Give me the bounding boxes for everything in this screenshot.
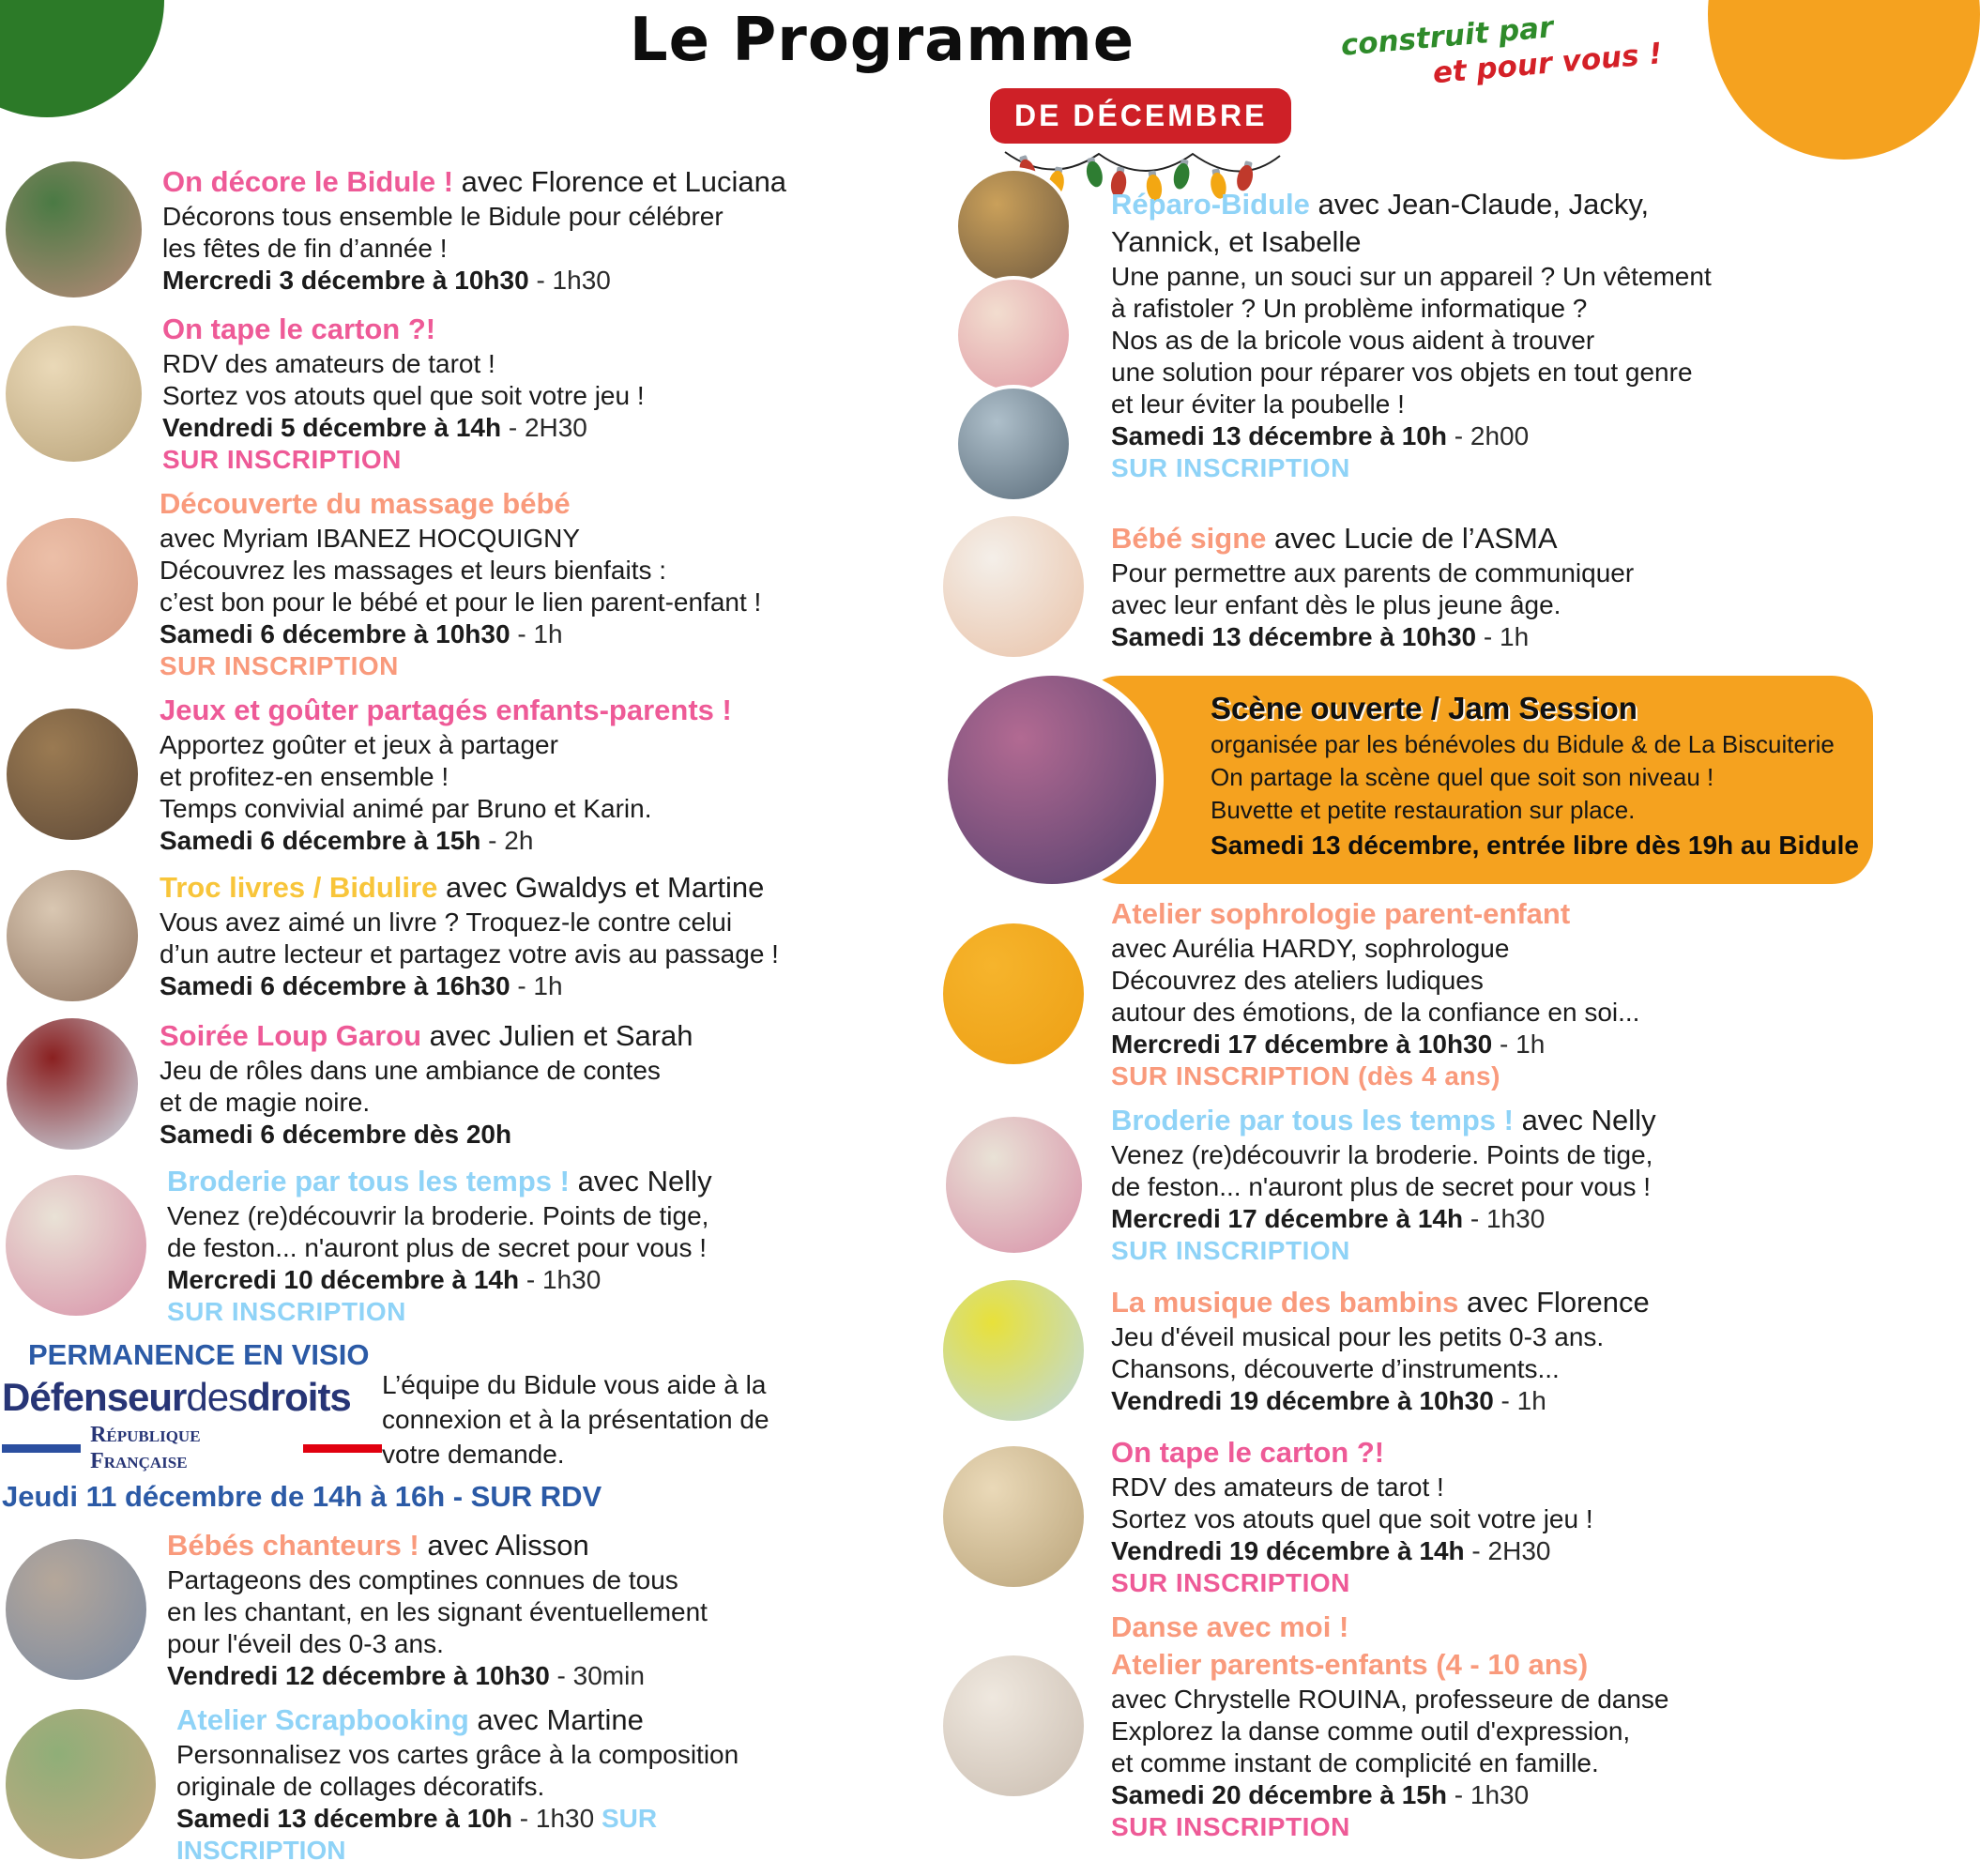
mother-child-dance-photo: [939, 1652, 1088, 1800]
event-duration: - 1h30: [528, 265, 611, 295]
jam-session-line: Buvette et petite restauration sur place.: [1211, 796, 1636, 824]
event-item: [2, 311, 831, 476]
event-inscription: SUR INSCRIPTION: [1111, 1568, 1350, 1597]
event-text: [160, 869, 831, 1002]
event-date: [176, 1803, 831, 1867]
event-date-bold: Samedi 6 décembre à 10h30: [160, 619, 510, 648]
event-duration: - 1h: [1493, 1386, 1546, 1415]
event-text: [1111, 1284, 1877, 1417]
parent-children-singing-photo: [2, 1535, 150, 1684]
month-badge: DE DÉCEMBRE: [990, 88, 1291, 144]
event-inscription: SUR INSCRIPTION: [1111, 1236, 1350, 1265]
event-inscription: SUR INSCRIPTION: [160, 651, 399, 680]
event-item: [938, 1276, 1877, 1425]
event-title: On tape le carton ?!: [1111, 1436, 1385, 1469]
logo-blue-bar: [2, 1444, 81, 1453]
event-item: [938, 895, 1877, 1092]
tarot-cards-photo: [939, 1442, 1088, 1591]
event-duration: - 1h30: [511, 1804, 602, 1833]
event-date: [1111, 621, 1877, 653]
event-description: Jeu d'éveil musical pour les petits 0-3 ans. Chansons, découverte d’instruments...: [1111, 1322, 1605, 1383]
permanence-line: votre demande.: [382, 1440, 565, 1469]
defenseur-des-droits-logo: [2, 1337, 382, 1474]
werewolf-card-photo: [3, 1014, 142, 1153]
event-photos: [2, 1014, 143, 1153]
left-column: [2, 158, 831, 1876]
event-title: Réparo-Bidule avec Jean-Claude, Jacky, Yannick, et Isabelle: [1111, 188, 1650, 258]
event-duration: - 1h: [510, 971, 563, 1000]
event-text: [167, 1163, 831, 1328]
event-date: [1111, 1385, 1877, 1417]
corner-circle-orange: [1708, 0, 1980, 160]
event-description: Venez (re)découvrir la broderie. Points de tige, de feston... n'auront plus de secret pour vous !: [1111, 1140, 1653, 1201]
event-title: Danse avec moi ! Atelier parents-enfants (4 - 10 ans): [1111, 1610, 1589, 1681]
event-date-bold: Mercredi 10 décembre à 14h: [167, 1265, 520, 1294]
jam-session-text: [1211, 689, 1867, 864]
event-text: [160, 485, 831, 682]
event-title: Broderie par tous les temps ! avec Nelly: [167, 1165, 712, 1197]
event-inscription: SUR INSCRIPTION: [162, 445, 402, 474]
event-photos: [2, 1705, 160, 1863]
event-text: [1111, 895, 1877, 1092]
event-duration: - 2H30: [1464, 1536, 1551, 1565]
event-title: Troc livres / Bidulire avec Gwaldys et Martine: [160, 871, 765, 904]
event-title: La musique des bambins avec Florence: [1111, 1286, 1650, 1319]
right-events-top: [938, 167, 1877, 661]
jam-session-date: Samedi 13 décembre, entrée libre dès 19h au Bidule: [1211, 831, 1859, 860]
event-item: [2, 485, 831, 682]
event-text: [1111, 1434, 1877, 1599]
page-title: Le Programme: [629, 6, 1135, 75]
event-photos: [2, 1171, 150, 1319]
event-date: [167, 1264, 831, 1296]
tools-drawer-photo: [954, 167, 1073, 285]
computer-repair-photo: [954, 385, 1073, 503]
permanence-description: [382, 1337, 823, 1474]
event-item: [938, 1609, 1877, 1843]
event-date-bold: Samedi 13 décembre à 10h30: [1111, 622, 1477, 651]
event-photos: [938, 1276, 1089, 1425]
event-inscription: SUR INSCRIPTION: [167, 1297, 406, 1326]
event-date: [160, 970, 831, 1002]
event-date-bold: Samedi 13 décembre à 10h: [176, 1804, 512, 1833]
event-photos: [938, 512, 1089, 661]
logo-subtitle-text: République Française: [90, 1423, 201, 1473]
baby-massage-photo: [3, 514, 142, 653]
event-duration: - 1h: [1492, 1030, 1546, 1059]
event-title: Soirée Loup Garou avec Julien et Sarah: [160, 1019, 693, 1052]
event-date-bold: Vendredi 19 décembre à 14h: [1111, 1536, 1465, 1565]
event-text: [1111, 1102, 1877, 1267]
event-title: Atelier sophrologie parent-enfant: [1111, 897, 1571, 930]
event-description: Pour permettre aux parents de communiquer avec leur enfant dès le plus jeune âge.: [1111, 558, 1635, 619]
event-text: [162, 311, 831, 476]
jam-session-photo: [940, 668, 1164, 892]
event-item: [2, 866, 831, 1005]
event-date-bold: Samedi 6 décembre à 15h: [160, 826, 481, 855]
permanence-date: Jeudi 11 décembre de 14h à 16h - SUR RDV: [2, 1480, 602, 1513]
event-item: [2, 1701, 831, 1867]
event-duration: - 1h: [510, 619, 563, 648]
event-date: [1111, 1029, 1877, 1060]
logo-subtitle: [2, 1422, 382, 1474]
event-description: Partageons des comptines connues de tous en les chantant, en les signant éventuellement pour l'éveil des 0-3 ans.: [167, 1565, 708, 1658]
event-title: Atelier Scrapbooking avec Martine: [176, 1703, 644, 1736]
event-date-bold: Vendredi 12 décembre à 10h30: [167, 1661, 550, 1690]
jam-session-title: Scène ouverte / Jam Session: [1211, 691, 1637, 725]
event-duration: - 1h: [1476, 622, 1530, 651]
event-duration: - 2H30: [501, 413, 587, 442]
event-date-bold: Vendredi 5 décembre à 14h: [162, 413, 502, 442]
event-photos: [2, 158, 145, 301]
event-date-bold: Mercredi 3 décembre à 10h30: [162, 265, 529, 295]
logo-part-defenseur: Défenseur: [2, 1375, 187, 1419]
event-photos: [2, 866, 143, 1005]
event-date: [162, 412, 831, 444]
event-item: [2, 158, 831, 301]
sewing-hands-photo: [954, 276, 1073, 394]
event-inscription: SUR INSCRIPTION: [1111, 1812, 1350, 1841]
event-text: [1111, 1609, 1877, 1843]
christmas-tree-family-photo: [2, 158, 145, 301]
logo-wordmark: [2, 1373, 382, 1422]
event-item: [2, 1014, 831, 1153]
embroidery-flowers-photo: [942, 1113, 1086, 1257]
event-text: [1111, 186, 1877, 484]
corner-circle-green: [0, 0, 164, 117]
event-text: [160, 692, 831, 857]
event-date: [1111, 1535, 1877, 1567]
event-duration: - 1h30: [519, 1265, 602, 1294]
event-description: RDV des amateurs de tarot ! Sortez vos atouts quel que soit votre jeu !: [162, 349, 645, 410]
event-inscription: SUR INSCRIPTION (dès 4 ans): [1111, 1061, 1500, 1091]
event-date: [167, 1660, 831, 1692]
event-description: Jeu de rôles dans une ambiance de contes et de magie noire.: [160, 1056, 661, 1117]
event-inscription: SUR INSCRIPTION: [1111, 453, 1350, 482]
event-title: Bébé signe avec Lucie de l’ASMA: [1111, 522, 1558, 555]
board-game-photo: [3, 705, 142, 844]
event-duration: - 1h30: [1446, 1780, 1530, 1809]
event-date-bold: Vendredi 19 décembre à 10h30: [1111, 1386, 1494, 1415]
event-photos: [938, 1113, 1089, 1257]
event-date-bold: Mercredi 17 décembre à 14h: [1111, 1204, 1464, 1233]
event-duration: - 1h30: [1463, 1204, 1546, 1233]
event-date: [160, 1119, 831, 1151]
event-photos: [938, 1442, 1089, 1591]
left-events-bottom: [2, 1527, 831, 1867]
right-events-bottom: [938, 895, 1877, 1843]
event-text: [176, 1701, 831, 1867]
event-description: Une panne, un souci sur un appareil ? Un vêtement à rafistoler ? Un problème informatique ? Nos as de la bricole vous aident à trouver une solution pour réparer vos objets en tout genre et leur éviter la poubelle !: [1111, 262, 1712, 419]
event-text: [1111, 520, 1877, 653]
event-photos: [938, 1652, 1089, 1800]
tagline: [1339, 1, 1663, 98]
logo-part-des: des: [186, 1375, 248, 1419]
left-events-top: [2, 158, 831, 1328]
event-date: [1111, 1203, 1877, 1235]
permanence-visio-block: [2, 1337, 831, 1474]
event-photos: [938, 167, 1089, 503]
event-date: [160, 618, 831, 650]
event-title: On tape le carton ?!: [162, 313, 436, 345]
event-description: avec Aurélia HARDY, sophrologue Découvrez des ateliers ludiques autour des émotions, de la confiance en soi...: [1111, 934, 1640, 1027]
event-date: [1111, 1779, 1877, 1811]
event-photos: [2, 322, 145, 465]
event-date-bold: Mercredi 17 décembre à 10h30: [1111, 1030, 1493, 1059]
jam-session-line: On partage la scène quel que soit son niveau !: [1211, 763, 1714, 791]
event-item: [2, 692, 831, 857]
event-description: avec Myriam IBANEZ HOCQUIGNY Découvrez les massages et leurs bienfaits : c’est bon pour le bébé et pour le lien parent-enfant !: [160, 524, 762, 617]
baby-sign-hand-photo: [939, 512, 1088, 661]
permanence-heading: PERMANENCE EN VISIO: [28, 1338, 370, 1371]
event-item: [938, 512, 1877, 661]
permanence-line: L’équipe du Bidule vous aide à la: [382, 1370, 767, 1399]
event-description: Décorons tous ensemble le Bidule pour célébrer les fêtes de fin d’année !: [162, 201, 723, 263]
event-inscription-inline: SUR INSCRIPTION: [176, 1804, 658, 1865]
book-swap-hands-photo: [3, 866, 142, 1005]
event-date: [1111, 420, 1877, 452]
jam-session-banner: [938, 670, 1877, 884]
permanence-line: connexion et à la présentation de: [382, 1405, 769, 1434]
event-duration: - 2h00: [1446, 421, 1530, 450]
event-title: On décore le Bidule ! avec Florence et Luciana: [162, 164, 787, 198]
event-title: Broderie par tous les temps ! avec Nelly: [1111, 1104, 1656, 1136]
tagline-line1: construit par: [1339, 10, 1555, 63]
event-description: Vous avez aimé un livre ? Troquez-le contre celui d’un autre lecteur et partagez votre avis au passage !: [160, 907, 779, 969]
event-photos: [2, 514, 143, 653]
event-text: [167, 1527, 831, 1692]
sophrologist-woman-photo: [939, 920, 1088, 1068]
event-text: [160, 1017, 831, 1151]
event-item: [938, 1102, 1877, 1267]
event-duration: - 30min: [549, 1661, 645, 1690]
tagline-line2: et pour vous !: [1431, 37, 1664, 91]
event-date-bold: Samedi 6 décembre dès 20h: [160, 1120, 512, 1149]
event-date-bold: Samedi 20 décembre à 15h: [1111, 1780, 1447, 1809]
event-photos: [2, 1535, 150, 1684]
event-photos: [938, 920, 1089, 1068]
event-title: Bébés chanteurs ! avec Alisson: [167, 1529, 589, 1562]
event-title: Découverte du massage bébé: [160, 487, 571, 520]
jam-session-line: organisée par les bénévoles du Bidule & de La Biscuiterie: [1211, 730, 1835, 758]
event-date-bold: Samedi 6 décembre à 16h30: [160, 971, 510, 1000]
event-duration: - 2h: [480, 826, 534, 855]
event-date: [160, 825, 831, 857]
logo-part-droits: droits: [247, 1375, 351, 1419]
event-item: [938, 167, 1877, 503]
event-description: avec Chrystelle ROUINA, professeure de danse Explorez la danse comme outil d'expression, et comme instant de complicité en famille.: [1111, 1685, 1669, 1777]
right-column: [938, 167, 1877, 1853]
toy-instruments-photo: [939, 1276, 1088, 1425]
tarot-cards-photo: [2, 322, 145, 465]
event-text: [162, 163, 831, 297]
event-description: Apportez goûter et jeux à partager et profitez-en ensemble ! Temps convivial animé par Bruno et Karin.: [160, 730, 652, 823]
event-item: [2, 1527, 831, 1692]
logo-red-bar: [303, 1444, 382, 1453]
event-photos: [2, 705, 143, 844]
event-date-bold: Samedi 13 décembre à 10h: [1111, 421, 1447, 450]
event-item: [938, 1434, 1877, 1599]
event-item: [2, 1163, 831, 1328]
embroidery-flowers-photo: [2, 1171, 150, 1319]
event-description: RDV des amateurs de tarot ! Sortez vos atouts quel que soit votre jeu !: [1111, 1472, 1593, 1533]
event-description: Venez (re)découvrir la broderie. Points de tige, de feston... n'auront plus de secret pour vous !: [167, 1201, 709, 1262]
event-description: Personnalisez vos cartes grâce à la composition originale de collages décoratifs.: [176, 1740, 739, 1801]
event-date: [162, 265, 831, 297]
scrapbooking-photo: [2, 1705, 160, 1863]
event-title: Jeux et goûter partagés enfants-parents !: [160, 694, 732, 726]
